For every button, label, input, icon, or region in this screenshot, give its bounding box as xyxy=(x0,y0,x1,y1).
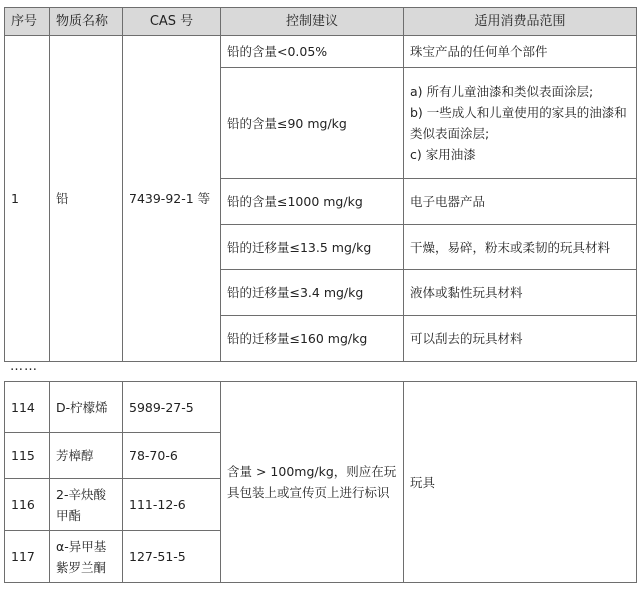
scope-item: c) 家用油漆 xyxy=(410,147,476,162)
header-substance-name: 物质名称 xyxy=(50,8,123,36)
applicable-scope: 可以刮去的玩具材料 xyxy=(404,316,637,362)
substance-name: 2-辛炔酸甲酯 xyxy=(50,479,123,531)
header-control-advice: 控制建议 xyxy=(221,8,404,36)
control-advice: 铅的含量<0.05% xyxy=(221,36,404,68)
scope-item: a) 所有儿童油漆和类似表面涂层; xyxy=(410,84,594,99)
row-no: 1 xyxy=(5,36,50,362)
row-no: 117 xyxy=(5,531,50,583)
lead-restriction-table xyxy=(4,7,637,362)
cas-number: 127-51-5 xyxy=(123,531,221,583)
table-row xyxy=(5,36,637,68)
applicable-scope: 液体或黏性玩具材料 xyxy=(404,270,637,316)
control-advice: 铅的迁移量≤13.5 mg/kg xyxy=(221,225,404,270)
cas-number: 5989-27-5 xyxy=(123,382,221,433)
applicable-scope: 电子电器产品 xyxy=(404,179,637,225)
table-row xyxy=(5,382,637,433)
substance-name: α-异甲基紫罗兰酮 xyxy=(50,531,123,583)
omission-ellipsis: …… xyxy=(10,359,38,374)
substance-name: 芳樟醇 xyxy=(50,433,123,479)
header-cas-no: CAS 号 xyxy=(123,8,221,36)
header-applicable-scope: 适用消费品范围 xyxy=(404,8,637,36)
substance-name: 铅 xyxy=(50,36,123,362)
control-advice: 铅的迁移量≤3.4 mg/kg xyxy=(221,270,404,316)
header-no: 序号 xyxy=(5,8,50,36)
scope-item: b) 一些成人和儿童使用的家具的油漆和类似表面涂层; xyxy=(410,105,627,141)
cas-number: 7439-92-1 等 xyxy=(123,36,221,362)
row-no: 116 xyxy=(5,479,50,531)
cas-number: 111-12-6 xyxy=(123,479,221,531)
substance-name: D-柠檬烯 xyxy=(50,382,123,433)
control-advice: 铅的含量≤90 mg/kg xyxy=(221,68,404,179)
row-no: 115 xyxy=(5,433,50,479)
applicable-scope: 干燥，易碎，粉末或柔韧的玩具材料 xyxy=(404,225,637,270)
fragrance-restriction-table xyxy=(4,381,637,583)
row-no: 114 xyxy=(5,382,50,433)
control-advice: 铅的含量≤1000 mg/kg xyxy=(221,179,404,225)
control-advice: 铅的迁移量≤160 mg/kg xyxy=(221,316,404,362)
applicable-scope: 珠宝产品的任何单个部件 xyxy=(404,36,637,68)
table-header-row xyxy=(5,8,637,36)
cas-number: 78-70-6 xyxy=(123,433,221,479)
applicable-scope-list xyxy=(404,68,637,179)
applicable-scope: 玩具 xyxy=(404,382,637,583)
control-advice: 含量 > 100mg/kg，则应在玩具包装上或宣传页上进行标识 xyxy=(221,382,404,583)
